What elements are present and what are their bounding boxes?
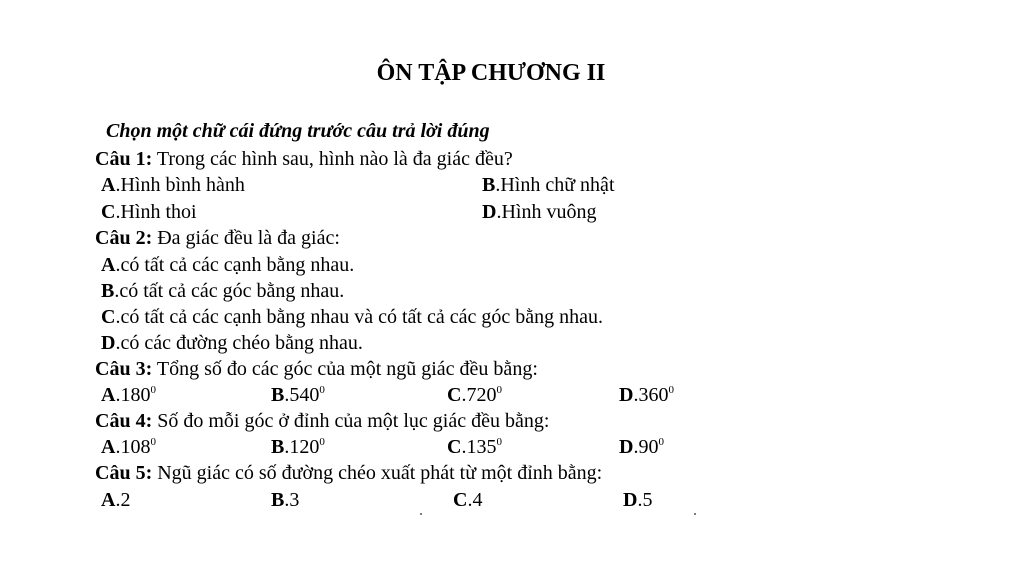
option-letter: B [482,174,496,196]
option-letter: A [101,174,116,196]
option-letter: C [447,436,462,458]
option-text: .có tất cả các cạnh bằng nhau và có tất cả các góc bằng nhau. [115,306,603,328]
degree-sup: 0 [150,384,156,396]
degree-sup: 0 [496,384,502,396]
q3-option-d [619,382,674,408]
option-letter: A [101,384,116,406]
option-text: .Hình bình hành [115,174,245,196]
q3-option-b [271,382,325,408]
option-letter: B [271,489,285,511]
option-text: .90 [633,436,659,458]
option-letter: C [101,201,116,223]
question-4 [95,408,549,434]
option-text: .360 [633,384,669,406]
q2-option-b [101,278,344,304]
q5-option-b [271,487,299,513]
q2-option-c [101,304,603,330]
q5-option-c [453,487,482,513]
option-text: .Hình vuông [496,201,597,223]
question-text: Ngũ giác có số đường chéo xuất phát từ một đỉnh bằng: [152,462,603,484]
q3-option-a [101,382,156,408]
option-text: .2 [115,489,131,511]
degree-sup: 0 [496,436,502,448]
option-text: .108 [115,436,151,458]
q4-option-d [619,434,664,460]
option-text: .có tất cả các cạnh bằng nhau. [115,254,355,276]
option-text: .Hình thoi [115,201,197,223]
q4-option-b [271,434,325,460]
question-label: Câu 1: [95,148,153,170]
q1-option-c [101,199,197,225]
question-label: Câu 4: [95,410,153,432]
question-label: Câu 5: [95,462,153,484]
option-letter: C [447,384,462,406]
option-text: .180 [115,384,151,406]
question-3 [95,356,538,382]
option-letter: C [453,489,468,511]
option-text: .4 [467,489,483,511]
question-text: Trong các hình sau, hình nào là đa giác đều? [152,148,513,170]
option-letter: A [101,489,116,511]
degree-sup: 0 [319,436,325,448]
degree-sup: 0 [658,436,664,448]
q1-option-d [482,199,596,225]
option-letter: A [101,436,116,458]
option-text: .135 [461,436,497,458]
option-letter: B [101,280,115,302]
option-letter: B [271,436,285,458]
degree-sup: 0 [150,436,156,448]
question-label: Câu 3: [95,358,153,380]
instruction-text: Chọn một chữ cái đứng trước câu trả lời đúng [106,120,490,142]
q1-option-b [482,172,615,198]
q2-option-a [101,252,354,278]
page-title: ÔN TẬP CHƯƠNG II [376,60,606,86]
option-text: .720 [461,384,497,406]
question-5 [95,460,602,486]
q5-option-a [101,487,130,513]
option-letter: B [271,384,285,406]
option-letter: C [101,306,116,328]
q4-option-c [447,434,502,460]
degree-sup: 0 [668,384,674,396]
question-label: Câu 2: [95,227,153,249]
option-text: .5 [637,489,653,511]
option-text: .có các đường chéo bằng nhau. [115,332,363,354]
option-text: .Hình chữ nhật [495,174,615,196]
scan-speck [420,513,422,515]
option-letter: D [619,384,634,406]
q1-option-a [101,172,245,198]
option-letter: D [619,436,634,458]
question-text: Tổng số đo các góc của một ngũ giác đều bằng: [152,358,538,380]
degree-sup: 0 [319,384,325,396]
option-letter: A [101,254,116,276]
question-1 [95,146,513,172]
option-text: .120 [284,436,320,458]
option-text: .3 [284,489,300,511]
option-text: .540 [284,384,320,406]
q3-option-c [447,382,502,408]
question-text: Số đo mỗi góc ở đỉnh của một lục giác đều bằng: [152,410,550,432]
option-letter: D [101,332,116,354]
question-text: Đa giác đều là đa giác: [152,227,340,249]
question-2 [95,225,340,251]
q5-option-d [623,487,652,513]
q2-option-d [101,330,363,356]
option-text: .có tất cả các góc bằng nhau. [114,280,345,302]
option-letter: D [482,201,497,223]
scan-speck [694,513,696,515]
q4-option-a [101,434,156,460]
option-letter: D [623,489,638,511]
